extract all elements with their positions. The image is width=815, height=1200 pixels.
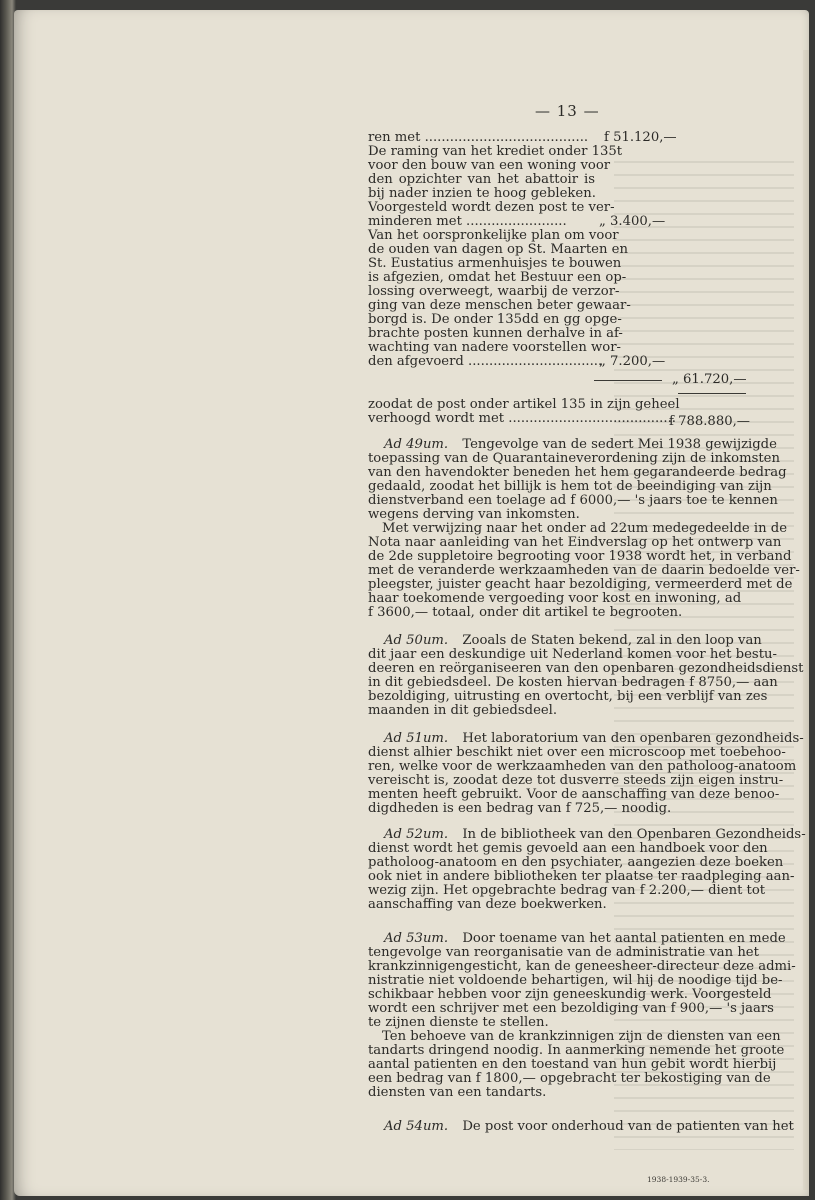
amount-788880: f 788.880,— [669, 414, 750, 429]
top-line-3: den opzichter van het abattoir is [368, 172, 595, 187]
ad53-line-10: diensten van een tandarts. [368, 1085, 547, 1100]
ad49-line-0: toepassing van de Quarantaineverordening zijn de inkomsten [368, 451, 780, 466]
top-line-11: lossing overweegt, waarbij de verzor- [368, 284, 620, 299]
top-line-6: minderen met ........................ [368, 214, 567, 229]
zoodat-line-1: verhoogd wordt met ........................................ [368, 411, 676, 426]
amount-7200: „ 7.200,— [599, 354, 666, 369]
ad51-line-3: menten heeft gebruikt. Voor de aanschaffing van deze benoo- [368, 787, 780, 802]
page-number: — 13 — [535, 102, 600, 120]
top-line-10: is afgezien, omdat het Bestuur een op- [368, 270, 627, 285]
ad50-line-4: maanden in dit gebiedsdeel. [368, 703, 558, 718]
ad54-label: Ad 54um. [384, 1119, 449, 1134]
ad53-line-3: schikbaar hebben voor zijn geneeskundig werk. Voorgesteld [368, 987, 772, 1002]
ad53-line-2: nistratie niet voldoende behartigen, wil hij de noodige tijd be- [368, 973, 783, 988]
ad50-first-text: Zooals de Staten bekend, zal in den loop van [462, 633, 762, 648]
ad49-line-10: haar toekomende vergoeding voor kost en inwoning, ad [368, 591, 742, 606]
ad50-line-1: deeren en reörganiseeren van den openbaren gezondheidsdienst [368, 661, 804, 676]
page-edge [803, 50, 809, 1190]
ad52-line-4: aanschaffing van deze boekwerken. [368, 897, 607, 912]
ad50-line-2: in dit gebiedsdeel. De kosten hiervan bedragen f 8750,— aan [368, 675, 778, 690]
ad53-first-text: Door toename van het aantal patienten en mede [462, 931, 786, 946]
ad49-line-2: gedaald, zoodat het billijk is hem tot de beeindiging van zijn [368, 479, 772, 494]
ad53-label: Ad 53um. [384, 931, 449, 946]
subtotal-rule [594, 380, 662, 381]
ad51-first-text: Het laboratorium van den openbaren gezondheids- [462, 731, 804, 746]
ad49-line-4: wegens derving van inkomsten. [368, 507, 580, 522]
top-line-0: ren met ....................................... [368, 130, 589, 145]
ad52-line-3: wezig zijn. Het opgebrachte bedrag van f 2.200,— dient tot [368, 883, 766, 898]
top-line-12: ging van deze menschen beter gewaar- [368, 298, 631, 313]
ad54-first-text: De post voor onderhoud van de patienten van het [462, 1119, 794, 1134]
amount-51120: f 51.120,— [604, 130, 677, 145]
ad52-label: Ad 52um. [384, 827, 449, 842]
ad49-line-6: Nota naar aanleiding van het Eindverslag op het ontwerp van [368, 535, 782, 550]
top-line-7: Van het oorspronkelijke plan om voor [368, 228, 619, 243]
top-line-1: De raming van het krediet onder 135t [368, 144, 623, 159]
ad51-label: Ad 51um. [384, 731, 449, 746]
ad51-line-4: digdheden is een bedrag van f 725,— noodig. [368, 801, 672, 816]
ad49-line-11: f 3600,— totaal, onder dit artikel te begrooten. [368, 605, 683, 620]
ad49-line-8: met de veranderde werkzaamheden van de daarin bedoelde ver- [368, 563, 800, 578]
ad52-line-0: dienst wordt het gemis gevoeld aan een handboek voor den [368, 841, 768, 856]
ad52-line-1: patholoog-anatoom en den psychiater, aangezien deze boeken [368, 855, 784, 870]
ad49-line-1: van den havendokter beneden het hem gegarandeerde bedrag [368, 465, 787, 480]
ad53-line-9: een bedrag van f 1800,— opgebracht ter bekostiging van de [368, 1071, 771, 1086]
footer-code: 1938-1939-35-3. [647, 1175, 710, 1184]
ad52-first-text: In de bibliotheek van den Openbaren Gezondheids- [462, 827, 806, 842]
amount-61720: „ 61.720,— [672, 372, 747, 387]
top-line-5: Voorgesteld wordt dezen post te ver- [368, 200, 615, 215]
ad54-first-line [384, 1119, 794, 1134]
ad53-line-4: wordt een schrijver met een bezoldiging van f 900,— 's jaars [368, 1001, 774, 1016]
ad51-line-1: ren, welke voor de werkzaamheden van den patholoog-anatoom [368, 759, 797, 774]
top-line-16: den afgevoerd ................................ [368, 354, 603, 369]
ad50-label: Ad 50um. [384, 633, 449, 648]
top-line-2: voor den bouw van een woning voor [368, 158, 611, 173]
ad53-line-0: tengevolge van reorganisatie van de administratie van het [368, 945, 759, 960]
ad51-line-0: dienst alhier beschikt niet over een microscoop met toebehoo- [368, 745, 786, 760]
zoodat-line-0: zoodat de post onder artikel 135 in zijn geheel [368, 397, 680, 412]
top-line-13: borgd is. De onder 135dd en gg opge- [368, 312, 622, 327]
ad49-first-text: Tengevolge van de sedert Mei 1938 gewijzigde [462, 437, 777, 452]
ad50-line-3: bezoldiging, uitrusting en overtocht, bij een verblijf van zes [368, 689, 768, 704]
ad49-label: Ad 49um. [384, 437, 449, 452]
ad53-line-7: tandarts dringend noodig. In aanmerking nemende het groote [368, 1043, 785, 1058]
top-line-8: de ouden van dagen op St. Maarten en [368, 242, 628, 257]
amount-3400: „ 3.400,— [599, 214, 666, 229]
ad53-line-8: aantal patienten en den toestand van hun gebit wordt hierbij [368, 1057, 777, 1072]
ad50-line-0: dit jaar een deskundige uit Nederland komen voor het bestu- [368, 647, 777, 662]
ad49-line-9: pleegster, juister geacht haar bezoldiging, vermeerderd met de [368, 577, 793, 592]
ad49-line-3: dienstverband een toelage ad f 6000,— 's jaars toe te kennen [368, 493, 778, 508]
ad53-line-5: te zijnen dienste te stellen. [368, 1015, 549, 1030]
ad51-line-2: vereischt is, zoodat deze tot dusverre steeds zijn eigen instru- [368, 773, 784, 788]
ad49-line-5: Met verwijzing naar het onder ad 22um medegedeelde in de [382, 521, 788, 536]
top-line-14: brachte posten kunnen derhalve in af- [368, 326, 623, 341]
ad52-line-2: ook niet in andere bibliotheken ter plaatse ter raadpleging aan- [368, 869, 795, 884]
total-rule [678, 393, 746, 394]
top-line-4: bij nader inzien te hoog gebleken. [368, 186, 596, 201]
top-line-15: wachting van nadere voorstellen wor- [368, 340, 621, 355]
ad49-line-7: de 2de suppletoire begrooting voor 1938 wordt het, in verband [368, 549, 792, 564]
ad53-line-1: krankzinnigengesticht, kan de geneesheer-directeur deze admi- [368, 959, 796, 974]
top-line-9: St. Eustatius armenhuisjes te bouwen [368, 256, 622, 271]
ad53-line-6: Ten behoeve van de krankzinnigen zijn de diensten van een [382, 1029, 781, 1044]
